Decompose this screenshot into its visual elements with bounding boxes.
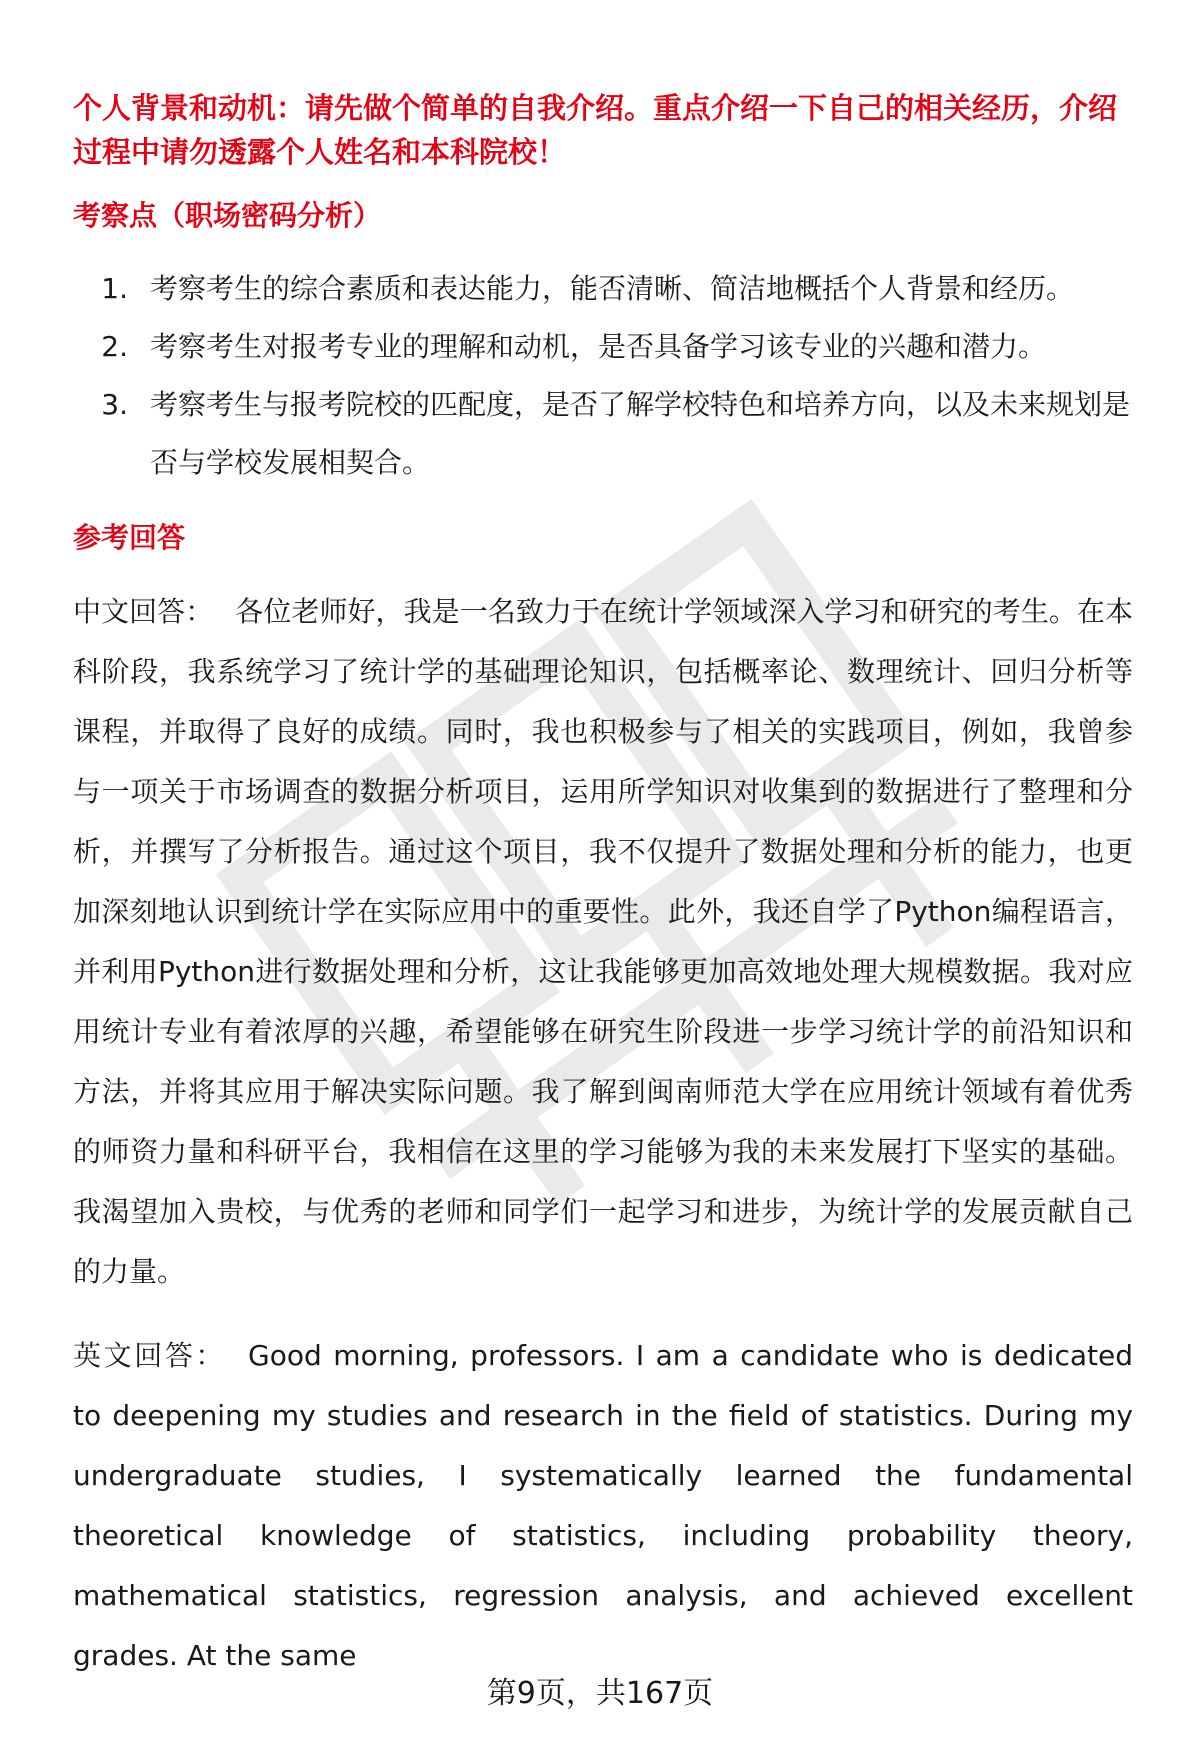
list-item-number: 2.	[101, 330, 128, 363]
list-item-text: 考察考生与报考院校的匹配度，是否了解学校特色和培养方向，以及未来规划是否与学校发展相契合。	[150, 388, 1131, 479]
reference-answer-heading: 参考回答	[73, 521, 186, 554]
list-item	[73, 318, 1133, 376]
english-answer-paragraph	[73, 1326, 1133, 1686]
exam-points-list	[73, 260, 1133, 492]
list-item	[73, 260, 1133, 318]
question-title: 个人背景和动机：请先做个简单的自我介绍。重点介绍一下自己的相关经历，介绍过程中请勿透露个人姓名和本科院校！	[73, 91, 1118, 169]
english-answer-label: 英文回答：	[73, 1339, 227, 1372]
english-answer-text: Good morning, professors. I am a candidate who is dedicated to deepening my studies and research in the field of statistics. During my undergraduate studies, I systematically learned the fundamental theoretical knowledge of statistics, including probability theory, mathematical statistics, regression analysis, and achieved excellent grades. At the same	[73, 1339, 1133, 1672]
chinese-answer-text: 各位老师好，我是一名致力于在统计学领域深入学习和研究的考生。在本科阶段，我系统学习了统计学的基础理论知识，包括概率论、数理统计、回归分析等课程，并取得了良好的成绩。同时，我也积极参与了相关的实践项目，例如，我曾参与一项关于市场调查的数据分析项目，运用所学知识对收集到的数据进行了整理和分析，并撰写了分析报告。通过这个项目，我不仅提升了数据处理和分析的能力，也更加深刻地认识到统计学在实际应用中的重要性。此外，我还自学了Python编程语言，并利用Python进行数据处理和分析，这让我能够更加高效地处理大规模数据。我对应用统计专业有着浓厚的兴趣，希望能够在研究生阶段进一步学习统计学的前沿知识和方法，并将其应用于解决实际问题。我了解到闽南师范大学在应用统计领域有着优秀的师资力量和科研平台，我相信在这里的学习能够为我的未来发展打下坚实的基础。我渴望加入贵校，与优秀的老师和同学们一起学习和进步，为统计学的发展贡献自己的力量。	[73, 595, 1133, 1288]
list-item-number: 3.	[101, 388, 128, 421]
list-item-number: 1.	[101, 272, 128, 305]
chinese-answer-paragraph	[73, 582, 1133, 1302]
page-indicator: 第9页，共167页	[486, 1676, 714, 1711]
exam-points-heading: 考察点（职场密码分析）	[73, 199, 382, 232]
reference-answer-section	[73, 516, 1133, 1686]
list-item-text: 考察考生的综合素质和表达能力，能否清晰、简洁地概括个人背景和经历。	[150, 272, 1075, 305]
chinese-answer-label: 中文回答：	[73, 595, 214, 628]
list-item	[73, 376, 1133, 492]
list-item-text: 考察考生对报考专业的理解和动机，是否具备学习该专业的兴趣和潜力。	[150, 330, 1047, 363]
content-area	[73, 86, 1133, 1710]
